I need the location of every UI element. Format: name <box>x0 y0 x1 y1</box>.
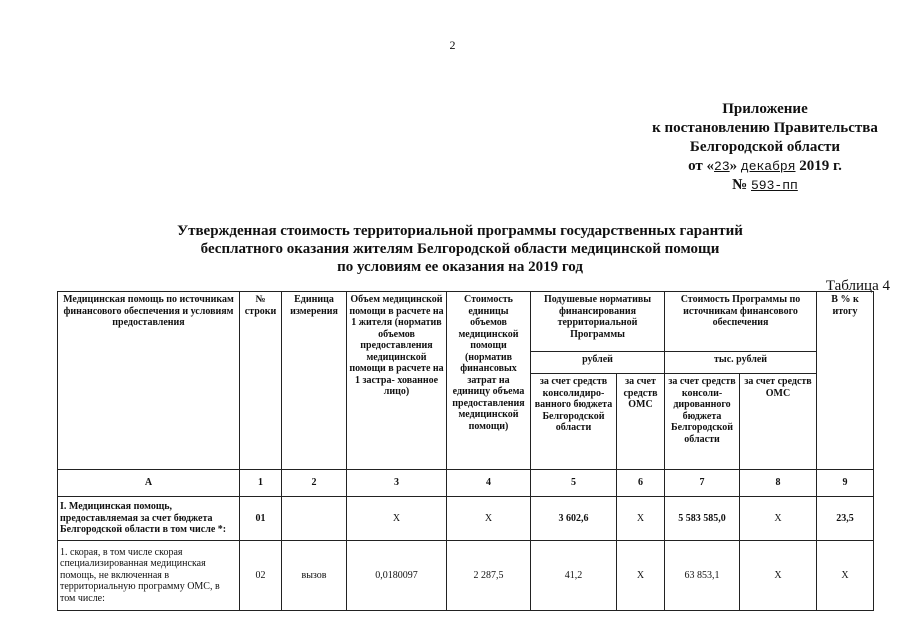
appendix-block <box>630 100 900 195</box>
row-per-capita-oms: Х <box>617 541 665 611</box>
appendix-line2: Белгородской области <box>689 139 841 155</box>
index-cell: 7 <box>665 470 740 497</box>
row-unit-cost: Х <box>447 497 531 541</box>
row-volume: 0,0180097 <box>347 541 447 611</box>
number-prefix: № <box>732 177 748 193</box>
column-index-row <box>58 470 874 497</box>
appendix-date <box>630 157 900 176</box>
header-assistance-type: Медицинская помощь по источникам финансового обеспечения и условиям предоставления <box>58 292 240 470</box>
row-program-oms: Х <box>740 541 817 611</box>
index-cell: 1 <box>240 470 282 497</box>
index-cell: 5 <box>531 470 617 497</box>
appendix-title: Приложение <box>722 101 808 117</box>
document-title <box>90 222 830 276</box>
header-per-capita-budget: за счет средств консолидиро- ванного бюджета Белгородской области <box>531 374 617 470</box>
row-volume: Х <box>347 497 447 541</box>
index-cell: 8 <box>740 470 817 497</box>
header-program-oms: за счет средств ОМС <box>740 374 817 470</box>
date-month: декабря <box>740 159 796 174</box>
index-cell: 6 <box>617 470 665 497</box>
header-volume: Объем медицинской помощи в расчете на 1 жителя (норматив объемов предоставления медицинской помощи в расчете на 1 застра- хованное лицо) <box>347 292 447 470</box>
date-day: 23 <box>714 159 730 174</box>
header-program-cost: Стоимость Программы по источникам финансового обеспечения <box>665 292 817 352</box>
table-row <box>58 541 874 611</box>
row-name: 1. скорая, в том числе скорая специализированная медицинская помощь, не включенная в территориальную программу ОМС, в том числе: <box>58 541 240 611</box>
title-line: бесплатного оказания жителям Белгородской области медицинской помощи <box>200 241 720 257</box>
date-prefix: от « <box>688 158 715 174</box>
row-percent: Х <box>817 541 874 611</box>
row-program-oms: Х <box>740 497 817 541</box>
table-caption: Таблица 4 <box>825 278 890 294</box>
header-row-number: № строки <box>240 292 282 470</box>
row-unit-cost: 2 287,5 <box>447 541 531 611</box>
number-value: 593-пп <box>751 178 798 193</box>
header-unit: Единица измерения <box>282 292 347 470</box>
appendix-number <box>630 176 900 195</box>
index-cell: 3 <box>347 470 447 497</box>
row-program-budget: 63 853,1 <box>665 541 740 611</box>
row-per-capita-oms: Х <box>617 497 665 541</box>
index-cell: А <box>58 470 240 497</box>
header-per-capita: Подушевые нормативы финансирования территориальной Программы <box>531 292 665 352</box>
header-percent: В % к итогу <box>817 292 874 470</box>
date-suffix: 2019 г. <box>799 158 842 174</box>
row-program-budget: 5 583 585,0 <box>665 497 740 541</box>
row-unit <box>282 497 347 541</box>
row-number: 02 <box>240 541 282 611</box>
index-cell: 4 <box>447 470 531 497</box>
header-unit-cost: Стоимость единицы объемов медицинской помощи (норматив финансовых затрат на единицу объема предоставления медицинской помощи) <box>447 292 531 470</box>
title-line: Утвержденная стоимость территориальной программы государственных гарантий <box>177 223 743 239</box>
page-number: 2 <box>449 38 456 52</box>
date-mid: » <box>729 158 738 174</box>
header-program-budget: за счет средств консоли- дированного бюджета Белгородской области <box>665 374 740 470</box>
appendix-line1: к постановлению Правительства <box>652 120 878 136</box>
cost-table <box>57 291 874 611</box>
row-name: I. Медицинская помощь, предоставляемая за счет бюджета Белгородской области в том числе *: <box>58 497 240 541</box>
index-cell: 2 <box>282 470 347 497</box>
header-per-capita-unit: рублей <box>531 352 665 374</box>
row-percent: 23,5 <box>817 497 874 541</box>
row-number: 01 <box>240 497 282 541</box>
index-cell: 9 <box>817 470 874 497</box>
table-row <box>58 497 874 541</box>
header-per-capita-oms: за счет средств ОМС <box>617 374 665 470</box>
header-program-cost-unit: тыс. рублей <box>665 352 817 374</box>
row-per-capita-budget: 41,2 <box>531 541 617 611</box>
row-per-capita-budget: 3 602,6 <box>531 497 617 541</box>
row-unit: вызов <box>282 541 347 611</box>
title-line: по условиям ее оказания на 2019 год <box>337 259 583 275</box>
